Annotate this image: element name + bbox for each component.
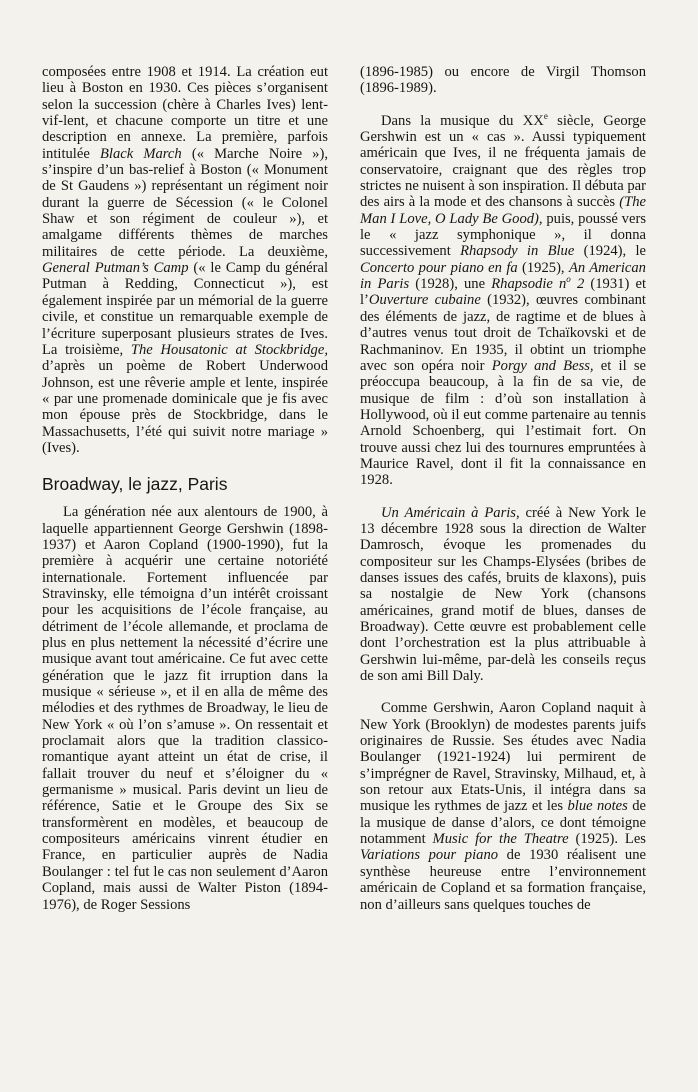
paragraph-continuation: (1896-1985) ou encore de Virgil Thomson (1896-1989). — [360, 64, 646, 97]
left-column — [42, 64, 328, 913]
right-column — [360, 64, 646, 913]
section-heading: Broadway, le jazz, Paris — [42, 474, 228, 495]
paragraph-copland: Comme Gershwin, Aaron Copland naquit à New York (Brooklyn) de modestes parents juifs originaires de Russie. Ses études avec Nadia Boulanger (1921-1924) lui permirent de s’imprégner de Ravel, Stravinsky, Milhaud, et, à son retour aux Etats-Unis, il intégra dans sa musique les rythmes de jazz et les blue notes de la musique de danse d’alors, ce dont témoigne notamment Music for the Theatre (1925). Les Variations pour piano de 1930 réalisent une synthèse heureuse entre l’environnement américain de Copland et sa formation française, non d’ailleurs sans quelques touches de — [360, 700, 646, 913]
paragraph-gershwin: Dans la musique du XXe siècle, George Gershwin est un « cas ». Aussi typiquement américain que Ives, il ne fréquenta jamais de conservatoire, craignant que des règles trop strictes ne nuisent à son inspiration. Il débuta par des airs à la mode et des chansons à succès (The Man I Love, O Lady Be Good), puis, poussé vers le « jazz symphonique », il donna successivement Rhapsody in Blue (1924), le Concerto pour piano en fa (1925), An American in Paris (1928), une Rhapsodie $n^o$ 2 (1931) et l’Ouverture cubaine (1932), œuvres combinant des éléments de jazz, de ragtime et de blues à d’autres venus tout droit de Tchaïkovski et de Rachmaninov. En 1935, il obtint un triomphe avec son opéra noir Porgy and Bess, et il se préoccupa beaucoup, à la fin de sa vie, de musique de film : d’où son installation à Hollywood, où il eut comme partenaire au tennis Arnold Schoenberg, qui l’estimait fort. On trouve aussi chez lui des tournures empruntées à Maurice Ravel, dont il fit la connaissance en 1928. — [360, 110, 647, 489]
paragraph-generation-1900: La génération née aux alentours de 1900, à laquelle appartiennent George Gershwin (1898-1937) et Aaron Copland (1900-1990), fut la première à acquérir une certaine notoriété internationale. Fortement influencée par Stravinsky, elle témoigna d’un intérêt croissant pour les acquisitions de l’école française, au détriment de l’école allemande, et proclama de plus en plus nettement la nécessité d’écrire une musique avant tout américaine. Ce fut avec cette génération que le jazz fit irruption dans la musique « sérieuse », et il en alla de même des mélodies et des rythmes de Broadway, le lieu de New York « où l’on s’amuse ». On ressentait et proclamait alors que la tradition classico-romantique ayant atteint un état de crise, il fallait trouver du neuf et s’éloigner du « germanisme » musical. Paris devint un lieu de référence, Satie et le Groupe des Six se transformèrent en modèles, et beaucoup de compositeurs américains vinrent étudier en France, en particulier auprès de Nadia Boulanger : tel fut le cas non seulement d’Aaron Copland, mais aussi de Walter Piston (1894-1976), de Roger Sessions — [42, 504, 328, 913]
paragraph-american-in-paris: Un Américain à Paris, créé à New York le 13 décembre 1928 sous la direction de Walter Damrosch, évoque les promenades du compositeur sur les Champs-Elysées (bribes de danses issues des cafés, bruits de klaxons), puis sa nostalgie de New York (chansons américaines, grand motif de blues, danses de Broadway). Cette œuvre est probablement celle dont l’orchestration est la plus attribuable à Gershwin lui-même, par-delà les conseils reçus de son ami Bill Daly. — [360, 504, 646, 685]
paragraph-three-places: composées entre 1908 et 1914. La création eut lieu à Boston en 1930. Ces pièces s’organisent selon la succession (chère à Charles Ives) lent-vif-lent, et chacune comporte un titre et une description en annexe. La première, parfois intitulée Black March (« Marche Noire »), s’inspire d’un bas-relief à Boston (« Monument de St Gaudens ») représentant un régiment noir durant la guerre de Sécession (« le Colonel Shaw et son régiment de couleur »), et amalgame différents thèmes de marches militaires de cette période. La deuxième, General Putman’s Camp (« le Camp du général Putman à Redding, Connecticut »), est également inspirée par un mémorial de la guerre civile, et constitue un remarquable exemple de l’écriture superposant plusieurs strates de Ives. La troisième, The Housatonic at Stockbridge, d’après un poème de Robert Underwood Johnson, est une rêverie ample et lente, inspirée « par une promenade dominicale que je fis avec mon épouse près de Stockbridge, dans le Massachusetts, l’été qui suivit notre mariage » (Ives). — [42, 64, 329, 456]
